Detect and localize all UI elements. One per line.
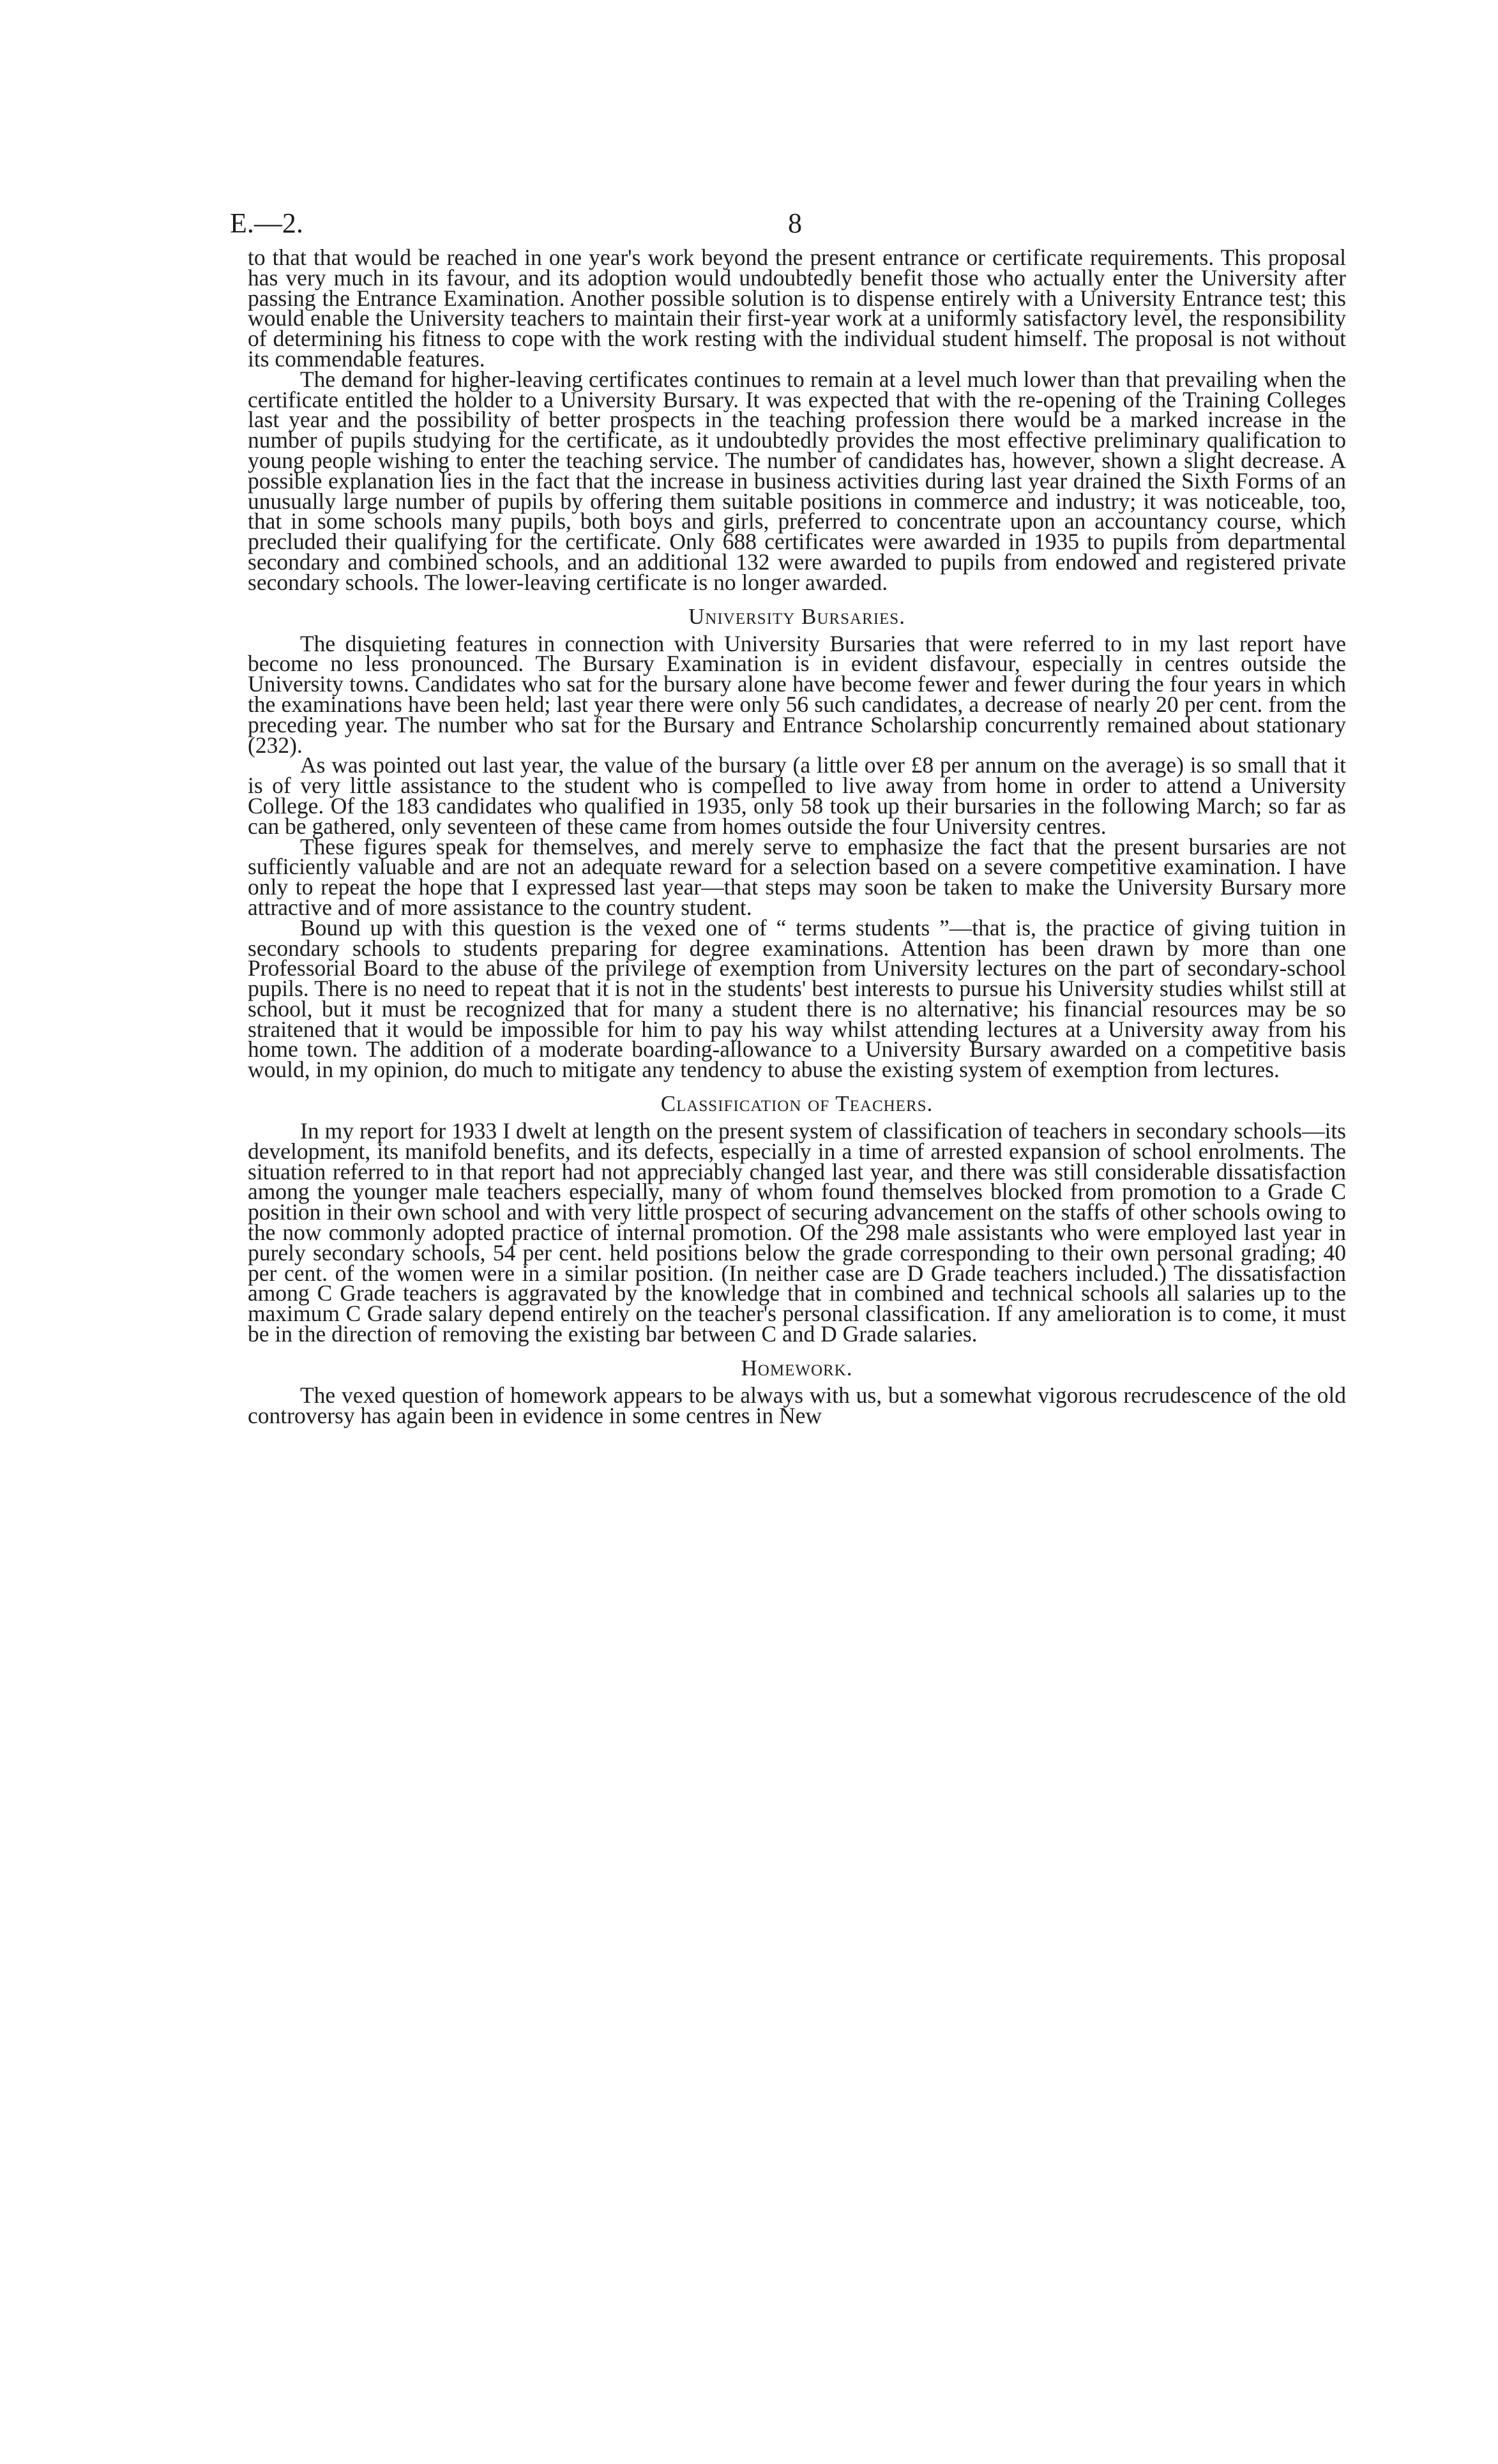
section-heading-classification-of-teachers: Classification of Teachers. [660, 1091, 934, 1117]
paragraph: These figures speak for themselves, and merely serve to emphasize the fact that the present bursaries are not sufficiently valuable and are not an adequate reward for a selection based on a severe competitive examination. I have only to repeat the hope that I expressed last year—that steps may soon be taken to make the University Bursary more attractive and of more assistance to the country student. [248, 833, 1346, 920]
paragraph: to that that would be reached in one year's work beyond the present entrance or certificate requirements. This proposal has very much in its favour, and its adoption would undoubtedly benefit those who actually enter the University after passing the Entrance Examination. Another possible solution is to dispense entirely with a University Entrance test; this would enable the University teachers to maintain their first-year work at a uniformly satisfactory level, the responsibility of determining his fitness to cope with the work resting with the individual student himself. The proposal is not without its commendable features. [248, 245, 1346, 372]
section-heading-homework: Homework. [741, 1355, 853, 1380]
paragraph: The demand for higher-leaving certificates continues to remain at a level much lower than that prevailing when the certificate entitled the holder to a University Bursary. It was expected that with the re-opening of the Training Colleges last year and the possibility of better prospects in the teaching profession there would be a marked increase in the number of pupils studying for the certificate, as it undoubtedly provides the most effective preliminary qualification to young people wishing to enter the teaching service. The number of candidates has, however, shown a slight decrease. A possible explanation lies in the fact that the increase in business activities during last year drained the Sixth Forms of an unusually large number of pupils by offering them suitable positions in commerce and industry; it was noticeable, too, that in some schools many pupils, both boys and girls, preferred to concentrate upon an accountancy course, which precluded their qualifying for the certificate. Only 688 certificates were awarded in 1935 to pupils from departmental secondary and combined schools, and an additional 132 were awarded to pupils from endowed and registered private secondary schools. The lower-leaving certificate is no longer awarded. [248, 366, 1346, 595]
paragraph: In my report for 1933 I dwelt at length on the present system of classification of teachers in secondary schools—its development, its manifold benefits, and its defects, especially in a time of arrested expansion of school enrolments. The situation referred to in that report had not appreciably changed last year, and there was still considerable dissatisfaction among the younger male teachers especially, many of whom found themselves blocked from promotion to a Grade C position in their own school and with very little prospect of securing advancement on the staffs of other schools owing to the now commonly adopted practice of internal promotion. Of the 298 male assistants who were employed last year in purely secondary schools, 54 per cent. held positions below the grade corresponding to their own personal grading; 40 per cent. of the women were in a similar position. (In neither case are D Grade teachers included.) The dissatisfaction among C Grade teachers is aggravated by the knowledge that in combined and technical schools all salaries up to the maximum C Grade salary depend entirely on the teacher's personal classification. If any amelioration is to come, it must be in the direction of removing the existing bar between C and D Grade salaries. [248, 1118, 1346, 1347]
page-number: 8 [788, 208, 802, 239]
paragraph: As was pointed out last year, the value of the bursary (a little over £8 per annum on the average) is so small that it is of very little assistance to the student who is compelled to live away from home in order to attend a University College. Of the 183 candidates who qualified in 1935, only 58 took up their bursaries in the following March; so far as can be gathered, only seventeen of these came from homes outside the four University centres. [248, 752, 1346, 839]
body-text [248, 245, 1346, 1428]
page-header [230, 204, 1346, 243]
section-heading-university-bursaries: University Bursaries. [688, 603, 905, 629]
paragraph: The vexed question of homework appears to be always with us, but a somewhat vigorous recrudescence of the old controversy has again been in evidence in some centres in New [248, 1382, 1346, 1428]
paragraph: Bound up with this question is the vexed one of “ terms students ”—that is, the practice of giving tuition in secondary schools to students preparing for degree examinations. Attention has been drawn by more than one Professorial Board to the abuse of the privilege of exemption from University lectures on the part of secondary-school pupils. There is no need to repeat that it is not in the students' best interests to pursue his University studies whilst still at school, but it must be recognized that for many a student there is no alternative; his financial resources may be so straitened that it would be impossible for him to pay his way whilst attending lectures at a University away from his home town. The addition of a moderate boarding-allowance to a University Bursary awarded on a competitive basis would, in my opinion, do much to mitigate any tendency to abuse the existing system of exemption from lectures. [248, 914, 1346, 1083]
document-page [230, 204, 1346, 1428]
document-code: E.—2. [230, 208, 303, 239]
paragraph: The disquieting features in connection with University Bursaries that were referred to in my last report have become no less pronounced. The Bursary Examination is in evident disfavour, especially in centres outside the University towns. Candidates who sat for the bursary alone have become fewer and fewer during the four years in which the examinations have been held; last year there were only 56 such candidates, a decrease of nearly 20 per cent. from the preceding year. The number who sat for the Bursary and Entrance Scholarship concurrently remained about stationary (232). [248, 630, 1346, 758]
